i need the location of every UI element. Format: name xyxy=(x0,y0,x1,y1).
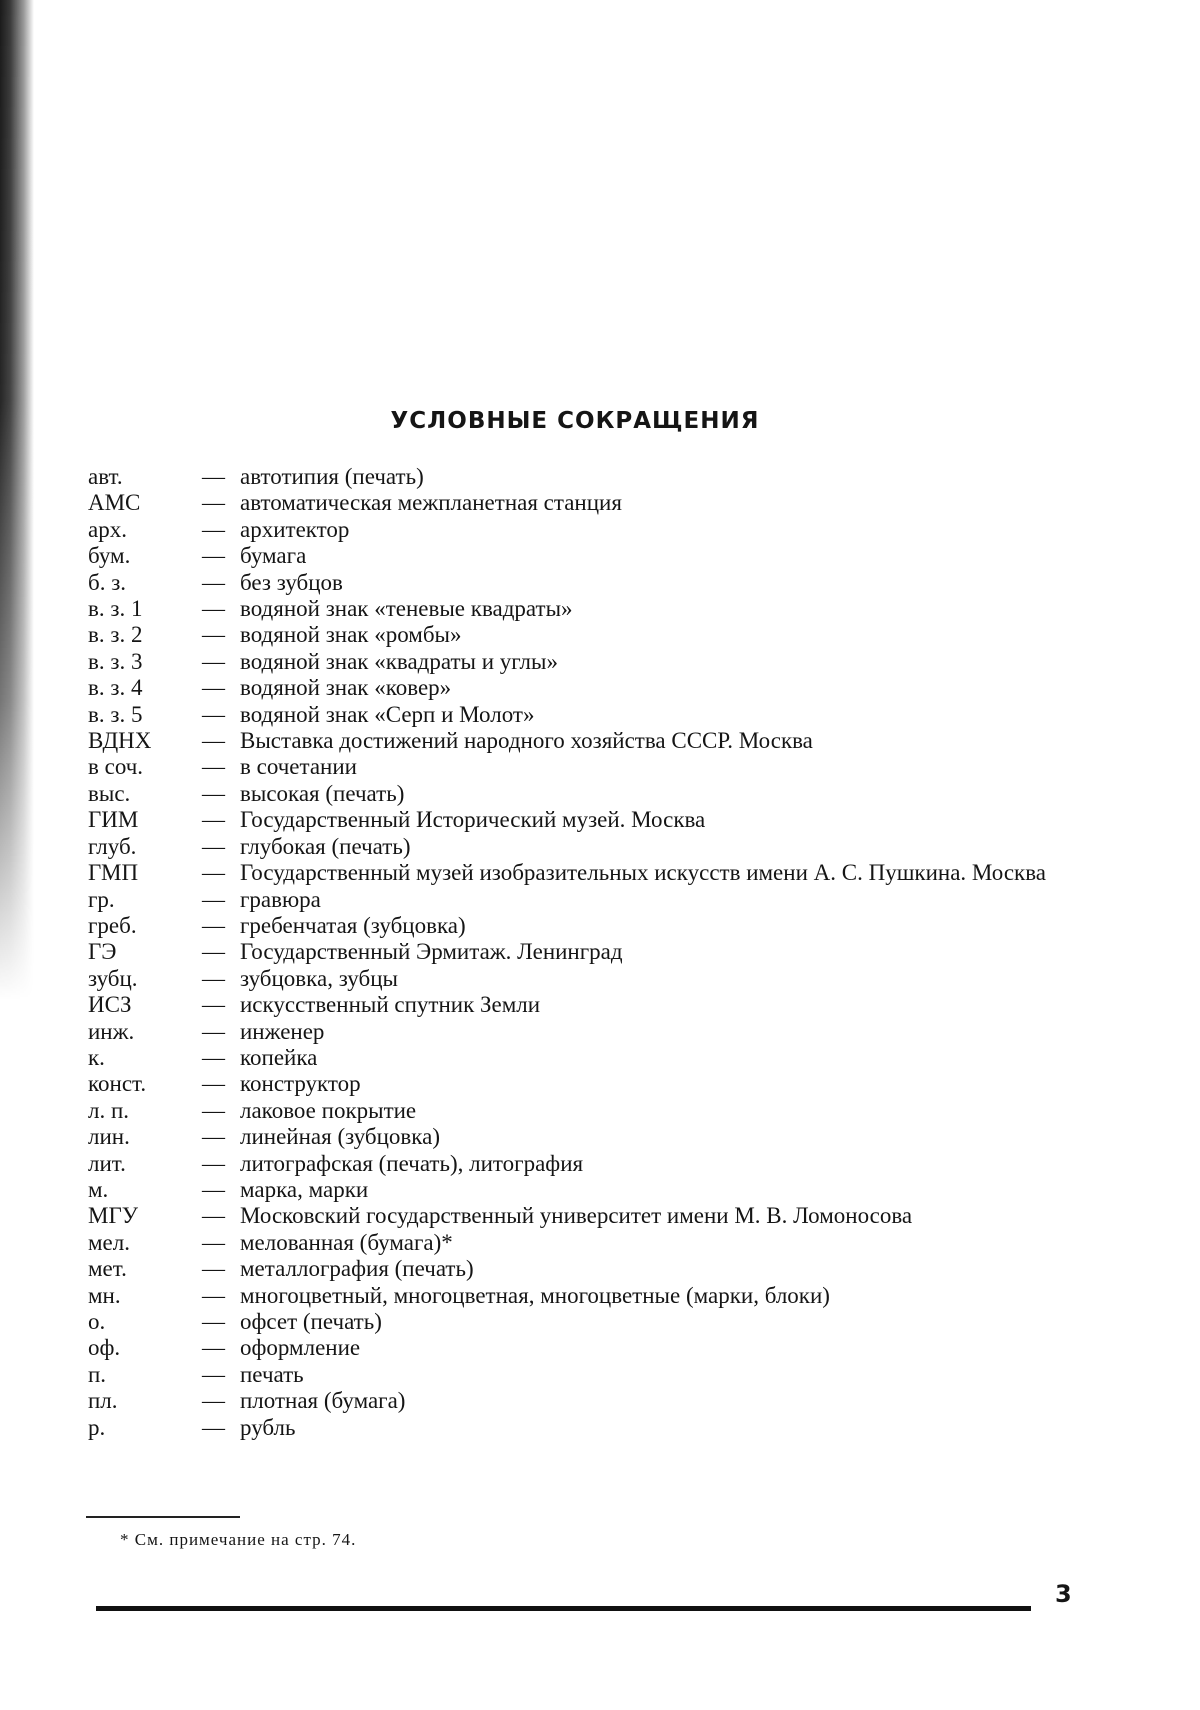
abbreviation-entry xyxy=(88,913,1088,939)
em-dash: — xyxy=(202,543,225,569)
abbreviation-entry xyxy=(88,1283,1088,1309)
em-dash: — xyxy=(202,728,225,754)
abbreviation-term: в. з. 4 xyxy=(88,675,143,701)
em-dash: — xyxy=(202,886,225,912)
abbreviation-entry xyxy=(88,1230,1088,1256)
em-dash: — xyxy=(202,1309,225,1334)
abbreviation-term: конст. xyxy=(88,1071,147,1097)
abbreviation-entry xyxy=(88,1098,1088,1124)
abbreviation-term: гр. xyxy=(88,886,115,912)
abbreviation-definition: линейная (зубцовка) xyxy=(240,1124,440,1150)
abbreviation-term: лин. xyxy=(88,1124,130,1150)
abbreviation-term: АМС xyxy=(88,490,141,516)
em-dash: — xyxy=(202,596,225,622)
abbreviation-entry xyxy=(88,1256,1088,1282)
abbreviation-term: арх. xyxy=(88,516,127,542)
abbreviation-definition: бумага xyxy=(240,543,307,569)
em-dash: — xyxy=(202,939,225,965)
abbreviation-definition: инженер xyxy=(240,1018,325,1044)
abbreviation-term: ГМП xyxy=(88,860,139,886)
scan-shadow-edge xyxy=(0,0,34,1000)
em-dash: — xyxy=(202,807,225,833)
em-dash: — xyxy=(202,1124,225,1150)
abbreviation-definition: мелованная (бумага)* xyxy=(240,1229,453,1255)
abbreviation-definition: лаковое покрытие xyxy=(240,1097,417,1123)
abbreviation-entry xyxy=(88,887,1088,913)
abbreviation-definition: многоцветный, многоцветная, многоцветные (марки, блоки) xyxy=(240,1282,830,1308)
em-dash: — xyxy=(202,1176,225,1202)
abbreviation-definition: зубцовка, зубцы xyxy=(240,965,398,991)
em-dash: — xyxy=(202,569,225,595)
abbreviation-definition: Московский государственный университет имени М. В. Ломоносова xyxy=(240,1203,913,1229)
abbreviation-term: оф. xyxy=(88,1335,121,1361)
footnote-rule xyxy=(86,1516,240,1518)
abbreviation-definition: глубокая (печать) xyxy=(240,833,411,859)
em-dash: — xyxy=(202,1018,225,1044)
abbreviation-entry xyxy=(88,649,1088,675)
em-dash: — xyxy=(202,675,225,701)
abbreviation-term: р. xyxy=(88,1414,106,1440)
em-dash: — xyxy=(202,1071,225,1097)
abbreviation-entry xyxy=(88,1045,1088,1071)
abbreviation-definition: автотипия (печать) xyxy=(240,464,424,489)
em-dash: — xyxy=(202,1150,225,1176)
abbreviation-term: лит. xyxy=(88,1150,126,1176)
abbreviation-entry xyxy=(88,1309,1088,1335)
em-dash: — xyxy=(202,780,225,806)
abbreviation-term: глуб. xyxy=(88,833,137,859)
abbreviation-definition: Государственный музей изобразительных искусств имени А. С. Пушкина. Москва xyxy=(240,860,1046,886)
abbreviation-term: инж. xyxy=(88,1018,135,1044)
abbreviation-entry xyxy=(88,1415,1088,1441)
abbreviation-definition: гравюра xyxy=(240,886,321,912)
abbreviation-list xyxy=(88,464,1088,1441)
em-dash: — xyxy=(202,516,225,542)
abbreviation-term: мел. xyxy=(88,1229,130,1255)
abbreviation-term: ВДНХ xyxy=(88,728,152,754)
abbreviation-term: м. xyxy=(88,1176,109,1202)
abbreviation-definition: гребенчатая (зубцовка) xyxy=(240,912,466,938)
abbreviation-entry xyxy=(88,1071,1088,1097)
abbreviation-definition: водяной знак «ковер» xyxy=(240,675,452,701)
footnote: * См. примечание на стр. 74. xyxy=(120,1530,357,1549)
abbreviation-entry xyxy=(88,1151,1088,1177)
abbreviation-term: авт. xyxy=(88,464,123,489)
em-dash: — xyxy=(202,464,225,489)
abbreviation-term: пл. xyxy=(88,1388,118,1414)
abbreviation-entry xyxy=(88,1124,1088,1150)
abbreviation-term: к. xyxy=(88,1044,105,1070)
em-dash: — xyxy=(202,648,225,674)
abbreviation-definition: водяной знак «теневые квадраты» xyxy=(240,596,573,622)
abbreviation-entry xyxy=(88,1177,1088,1203)
abbreviation-term: в. з. 3 xyxy=(88,648,143,674)
abbreviation-entry xyxy=(88,939,1088,965)
abbreviation-entry xyxy=(88,543,1088,569)
abbreviation-definition: оформление xyxy=(240,1335,361,1361)
abbreviation-definition: печать xyxy=(240,1361,304,1387)
em-dash: — xyxy=(202,965,225,991)
abbreviation-definition: водяной знак «квадраты и углы» xyxy=(240,648,558,674)
em-dash: — xyxy=(202,860,225,886)
em-dash: — xyxy=(202,1282,225,1308)
abbreviation-term: выс. xyxy=(88,780,131,806)
abbreviation-definition: водяной знак «Серп и Молот» xyxy=(240,701,535,727)
em-dash: — xyxy=(202,833,225,859)
em-dash: — xyxy=(202,1388,225,1414)
abbreviation-entry xyxy=(88,728,1088,754)
abbreviation-term: в. з. 2 xyxy=(88,622,143,648)
abbreviation-entry xyxy=(88,622,1088,648)
page-bottom-rule xyxy=(96,1606,1031,1611)
abbreviation-entry xyxy=(88,1388,1088,1414)
abbreviation-term: греб. xyxy=(88,912,137,938)
abbreviation-definition: в сочетании xyxy=(240,754,357,780)
abbreviation-entry xyxy=(88,490,1088,516)
abbreviation-term: зубц. xyxy=(88,965,138,991)
abbreviation-definition: высокая (печать) xyxy=(240,780,405,806)
abbreviation-definition: марка, марки xyxy=(240,1176,369,1202)
page-number: 3 xyxy=(1055,1580,1072,1608)
abbreviation-entry xyxy=(88,702,1088,728)
em-dash: — xyxy=(202,1335,225,1361)
abbreviation-term: о. xyxy=(88,1309,106,1334)
abbreviation-definition: рубль xyxy=(240,1414,296,1440)
abbreviation-term: ГЭ xyxy=(88,939,117,965)
abbreviation-entry xyxy=(88,807,1088,833)
abbreviation-definition: Государственный Исторический музей. Москва xyxy=(240,807,706,833)
abbreviation-term: бум. xyxy=(88,543,131,569)
abbreviation-definition: офсет (печать) xyxy=(240,1309,382,1334)
abbreviation-entry xyxy=(88,781,1088,807)
abbreviation-term: в. з. 5 xyxy=(88,701,143,727)
abbreviation-entry xyxy=(88,570,1088,596)
em-dash: — xyxy=(202,622,225,648)
abbreviation-entry xyxy=(88,1019,1088,1045)
page-title: УСЛОВНЫЕ СОКРАЩЕНИЯ xyxy=(390,408,760,434)
abbreviation-entry xyxy=(88,1362,1088,1388)
abbreviation-entry xyxy=(88,1203,1088,1229)
abbreviation-term: л. п. xyxy=(88,1097,130,1123)
em-dash: — xyxy=(202,1361,225,1387)
abbreviation-definition: без зубцов xyxy=(240,569,343,595)
abbreviation-definition: металлография (печать) xyxy=(240,1256,474,1282)
em-dash: — xyxy=(202,754,225,780)
em-dash: — xyxy=(202,1203,225,1229)
abbreviation-term: мн. xyxy=(88,1282,121,1308)
abbreviation-term: в. з. 1 xyxy=(88,596,143,622)
abbreviation-entry xyxy=(88,754,1088,780)
em-dash: — xyxy=(202,1097,225,1123)
em-dash: — xyxy=(202,992,225,1018)
abbreviation-term: в соч. xyxy=(88,754,144,780)
abbreviation-definition: автоматическая межпланетная станция xyxy=(240,490,622,516)
abbreviation-entry xyxy=(88,860,1088,886)
abbreviation-term: МГУ xyxy=(88,1203,139,1229)
abbreviation-definition: искусственный спутник Земли xyxy=(240,992,541,1018)
abbreviation-definition: водяной знак «ромбы» xyxy=(240,622,462,648)
em-dash: — xyxy=(202,490,225,516)
abbreviation-term: б. з. xyxy=(88,569,127,595)
abbreviation-term: ИСЗ xyxy=(88,992,132,1018)
abbreviation-entry xyxy=(88,517,1088,543)
abbreviation-entry xyxy=(88,596,1088,622)
em-dash: — xyxy=(202,912,225,938)
abbreviation-definition: архитектор xyxy=(240,516,350,542)
abbreviation-entry xyxy=(88,834,1088,860)
em-dash: — xyxy=(202,1256,225,1282)
abbreviation-definition: Государственный Эрмитаж. Ленинград xyxy=(240,939,623,965)
abbreviation-entry xyxy=(88,966,1088,992)
abbreviation-entry xyxy=(88,992,1088,1018)
abbreviation-term: мет. xyxy=(88,1256,127,1282)
abbreviation-term: ГИМ xyxy=(88,807,139,833)
em-dash: — xyxy=(202,1229,225,1255)
abbreviation-entry xyxy=(88,464,1088,490)
em-dash: — xyxy=(202,1044,225,1070)
abbreviation-definition: плотная (бумага) xyxy=(240,1388,406,1414)
abbreviation-entry xyxy=(88,675,1088,701)
abbreviation-definition: копейка xyxy=(240,1044,318,1070)
abbreviation-entry xyxy=(88,1335,1088,1361)
abbreviation-definition: литографская (печать), литография xyxy=(240,1150,584,1176)
abbreviation-term: п. xyxy=(88,1361,107,1387)
abbreviation-definition: Выставка достижений народного хозяйства СССР. Москва xyxy=(240,728,813,754)
em-dash: — xyxy=(202,1414,225,1440)
abbreviation-definition: конструктор xyxy=(240,1071,361,1097)
em-dash: — xyxy=(202,701,225,727)
